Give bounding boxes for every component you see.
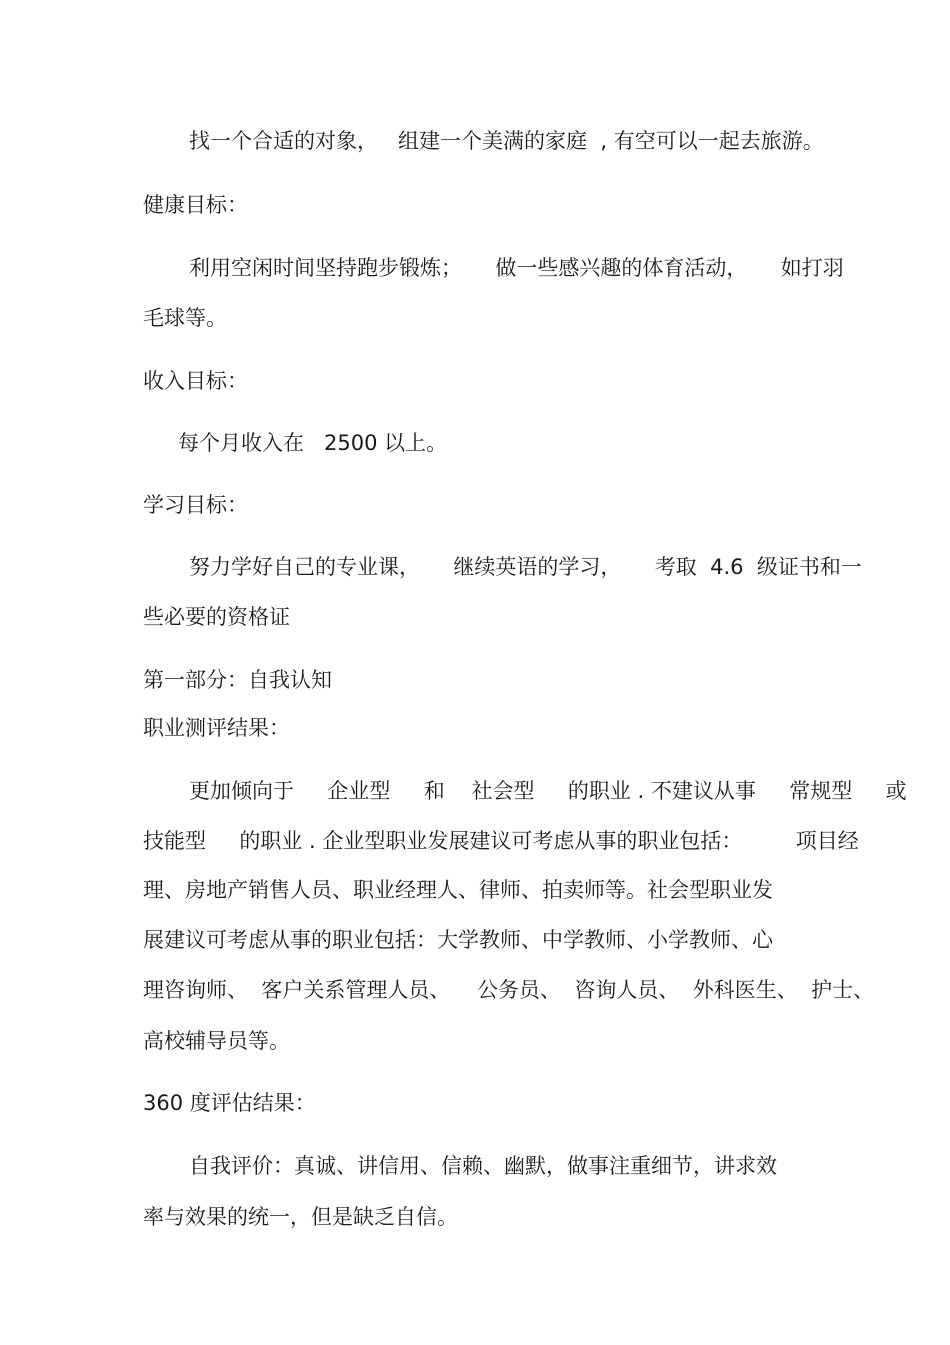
paragraph-study-goal-line-2: 些必要的资格证 <box>143 605 290 629</box>
paragraph-career-line-4: 展建议可考虑从事的职业包括：大学教师、中学教师、小学教师、心 <box>143 928 773 952</box>
paragraph-self-evaluation-line-2: 率与效果的统一，但是缺乏自信。 <box>143 1205 458 1229</box>
paragraph-family-goal: 找一个合适的对象， 组建一个美满的家庭 , 有空可以一起去旅游。 <box>189 129 824 153</box>
paragraph-career-line-5: 理咨询师、 客户关系管理人员、 公务员、 咨询人员、 外科医生、 护士、 <box>143 978 875 1002</box>
heading-360-assessment: 360 度评估结果： <box>143 1091 316 1115</box>
paragraph-career-line-1: 更加倾向于 企业型 和 社会型 的职业 . 不建议从事 常规型 或 <box>189 779 907 803</box>
heading-career-assessment: 职业测评结果： <box>143 716 290 740</box>
paragraph-self-evaluation-line-1: 自我评价：真诚、讲信用、信赖、幽默，做事注重细节，讲求效 <box>189 1154 777 1178</box>
paragraph-career-line-3: 理、房地产销售人员、职业经理人、律师、拍卖师等。社会型职业发 <box>143 878 773 902</box>
heading-health-goal: 健康目标： <box>143 193 248 217</box>
paragraph-health-goal-line-2: 毛球等。 <box>143 306 227 330</box>
paragraph-study-goal-line-1: 努力学好自己的专业课， 继续英语的学习， 考取 4.6 级证书和一 <box>189 555 862 579</box>
paragraph-career-line-2: 技能型 的职业 . 企业型职业发展建议可考虑从事的职业包括： 项目经 <box>143 829 859 853</box>
heading-study-goal: 学习目标： <box>143 493 248 517</box>
paragraph-income-goal: 每个月收入在 2500 以上。 <box>178 431 448 455</box>
heading-income-goal: 收入目标： <box>143 369 248 393</box>
heading-part-one: 第一部分：自我认知 <box>143 668 332 692</box>
paragraph-career-line-6: 高校辅导员等。 <box>143 1029 290 1053</box>
paragraph-health-goal-line-1: 利用空闲时间坚持跑步锻炼； 做一些感兴趣的体育活动， 如打羽 <box>189 256 844 280</box>
